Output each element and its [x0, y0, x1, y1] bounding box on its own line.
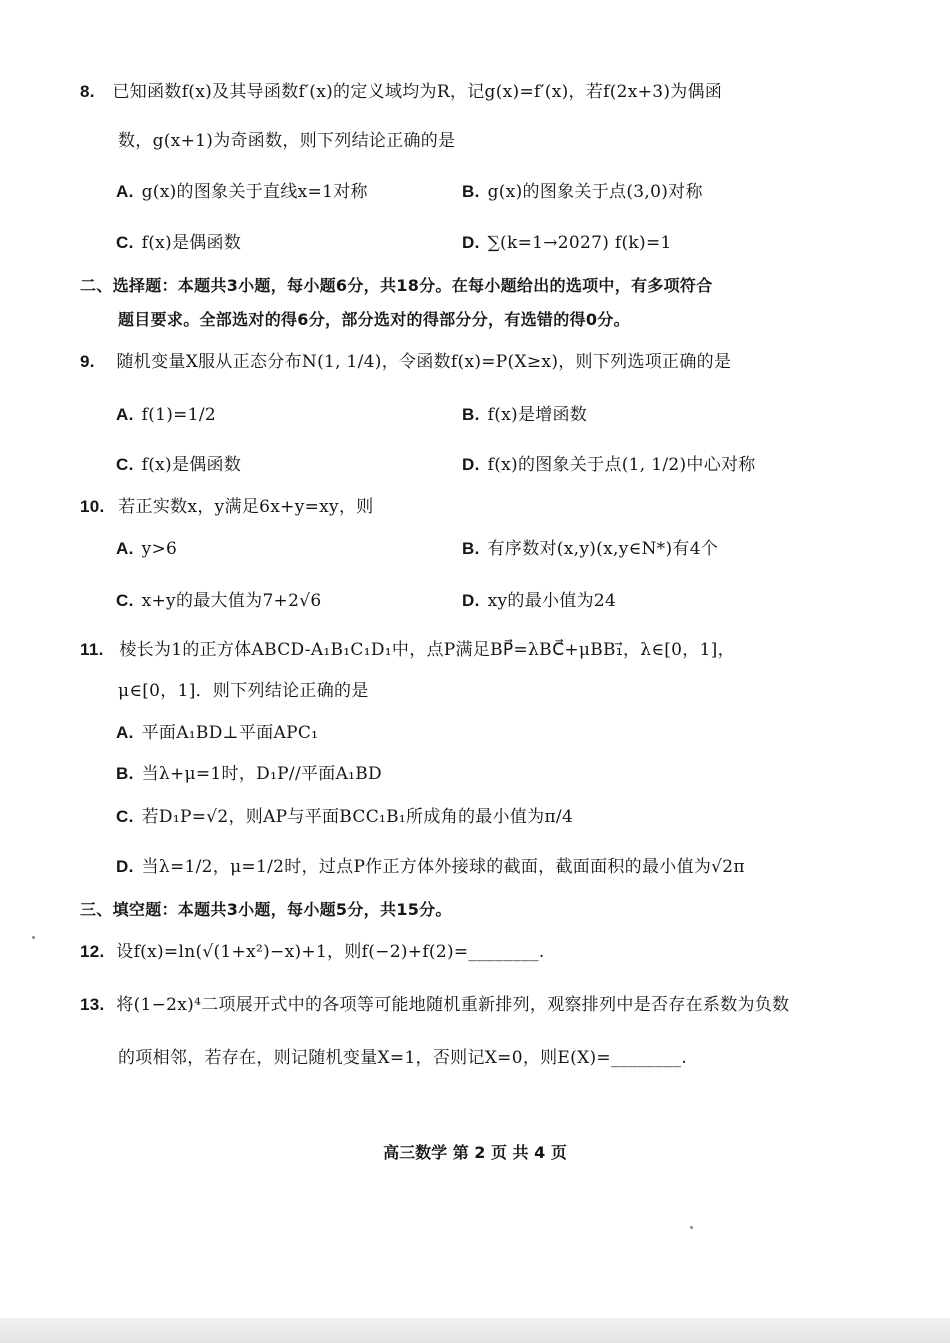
q10-option-c — [116, 589, 321, 613]
q8-number: 8. — [80, 82, 95, 101]
q9-option-c-text: f(x)是偶函数 — [141, 455, 242, 475]
q11-option-c-text: 若D₁P=√2，则AP与平面BCC₁B₁所成角的最小值为π/4 — [141, 807, 574, 827]
q8-option-a — [116, 180, 368, 204]
q10-option-d-text: xy的最小值为24 — [487, 591, 617, 611]
q11-option-b-text: 当λ+μ=1时，D₁P//平面A₁BD — [141, 764, 382, 784]
q9-option-b-label: B. — [462, 405, 480, 424]
q9-option-a-label: A. — [116, 405, 134, 424]
q10-option-b-label: B. — [462, 539, 480, 558]
q9-option-d — [462, 453, 756, 477]
section2-heading-line1: 二、选择题：本题共3小题，每小题6分，共18分。在每小题给出的选项中，有多项符合 — [80, 276, 713, 295]
q8-option-d-label: D. — [462, 233, 480, 252]
q8-option-b — [462, 180, 703, 204]
q12-stem-text: 设f(x)=ln(√(1+x²)−x)+1，则f(−2)+f(2)=________. — [116, 942, 545, 962]
q10-option-b-text: 有序数对(x,y)(x,y∈N*)有4个 — [487, 539, 719, 559]
q9-stem — [80, 350, 731, 374]
q12-stem — [80, 940, 545, 964]
q9-option-d-label: D. — [462, 455, 480, 474]
q9-option-c — [116, 453, 241, 477]
q11-option-b — [116, 762, 382, 786]
q13-number: 13. — [80, 995, 105, 1014]
q9-option-a-text: f(1)=1/2 — [141, 405, 216, 425]
q10-option-a — [116, 537, 177, 561]
q9-option-c-label: C. — [116, 455, 134, 474]
q11-stem-line2: μ∈[0，1]．则下列结论正确的是 — [118, 681, 369, 701]
q11-option-c-label: C. — [116, 807, 134, 826]
q10-option-d — [462, 589, 616, 613]
q11-option-d-text: 当λ=1/2，μ=1/2时，过点P作正方体外接球的截面，截面面积的最小值为√2π — [141, 857, 745, 877]
q8-option-c — [116, 231, 241, 255]
q9-option-b-text: f(x)是增函数 — [487, 405, 588, 425]
q11-stem-line1 — [80, 638, 735, 662]
q10-option-a-text: y>6 — [141, 539, 178, 559]
q9-option-d-text: f(x)的图象关于点(1, 1/2)中心对称 — [487, 455, 756, 475]
q10-number: 10. — [80, 497, 105, 516]
q11-option-d — [116, 855, 745, 879]
section2-heading-line2: 题目要求。全部选对的得6分，部分选对的得部分分，有选错的得0分。 — [118, 310, 630, 329]
scan-speck — [690, 1226, 693, 1229]
q8-option-b-text: g(x)的图象关于点(3,0)对称 — [487, 182, 703, 202]
q10-option-c-text: x+y的最大值为7+2√6 — [141, 591, 322, 611]
q11-option-a — [116, 721, 318, 745]
q8-option-d-text: ∑(k=1→2027) f(k)=1 — [487, 233, 672, 253]
q8-stem-line1 — [80, 80, 722, 104]
q8-option-a-text: g(x)的图象关于直线x=1对称 — [141, 182, 368, 202]
q10-option-d-label: D. — [462, 591, 480, 610]
q10-option-a-label: A. — [116, 539, 134, 558]
q8-option-c-text: f(x)是偶函数 — [141, 233, 242, 253]
q8-stem-text1: 已知函数f(x)及其导函数f′(x)的定义域均为R，记g(x)=f′(x)，若f(2x+3)为偶函 — [112, 82, 723, 102]
q10-stem-text: 若正实数x，y满足6x+y=xy，则 — [118, 497, 374, 517]
section3-heading: 三、填空题：本题共3小题，每小题5分，共15分。 — [80, 900, 452, 919]
q9-option-b — [462, 403, 587, 427]
q13-stem-text1: 将(1−2x)⁴二项展开式中的各项等可能地随机重新排列，观察排列中是否存在系数为负数 — [116, 995, 790, 1015]
q11-option-d-label: D. — [116, 857, 134, 876]
q9-stem-text: 随机变量X服从正态分布N(1, 1/4)，令函数f(x)=P(X≥x)，则下列选项正确的是 — [116, 352, 732, 372]
q8-option-b-label: B. — [462, 182, 480, 201]
q10-option-c-label: C. — [116, 591, 134, 610]
q11-option-b-label: B. — [116, 764, 134, 783]
q8-option-a-label: A. — [116, 182, 134, 201]
q11-option-c — [116, 805, 573, 829]
q13-stem-line1 — [80, 993, 789, 1017]
q10-option-b — [462, 537, 718, 561]
q9-number: 9. — [80, 352, 95, 371]
q11-stem-text1: 棱长为1的正方体ABCD-A₁B₁C₁D₁中，点P满足BP⃗=λBC⃗+μBB₁⃗，λ∈[0，1]， — [119, 640, 735, 660]
q8-option-d — [462, 231, 672, 255]
q10-stem — [80, 495, 374, 519]
q11-number: 11. — [80, 640, 104, 659]
q12-number: 12. — [80, 942, 105, 961]
q8-option-c-label: C. — [116, 233, 134, 252]
scan-speck — [32, 936, 35, 939]
q9-option-a — [116, 403, 216, 427]
q11-option-a-label: A. — [116, 723, 134, 742]
q8-stem-line2: 数，g(x+1)为奇函数，则下列结论正确的是 — [118, 131, 456, 151]
scan-bottom-edge — [0, 1318, 950, 1343]
q11-option-a-text: 平面A₁BD⊥平面APC₁ — [141, 723, 319, 743]
page-footer: 高三数学 第 2 页 共 4 页 — [383, 1143, 567, 1162]
q13-stem-line2: 的项相邻，若存在，则记随机变量X=1，否则记X=0，则E(X)=________. — [118, 1048, 688, 1068]
